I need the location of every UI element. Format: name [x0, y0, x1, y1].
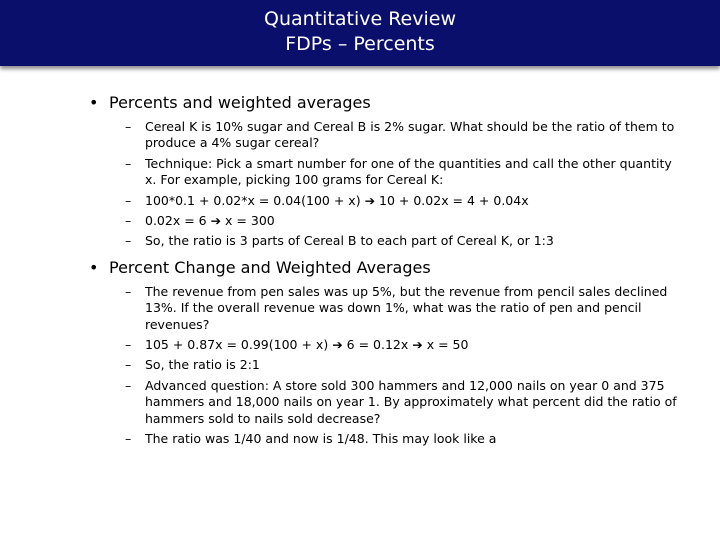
dash-icon: – [125, 155, 132, 171]
list-item [125, 155, 686, 189]
equation-part: 0.02x = 6 [145, 213, 211, 229]
list-item [125, 119, 686, 152]
list-item [125, 337, 686, 353]
title-bar [0, 0, 720, 66]
dash-icon: – [125, 283, 132, 299]
list-item [125, 283, 686, 333]
heading-text: Percents and weighted averages [109, 93, 371, 112]
dash-icon: – [125, 233, 132, 249]
list-item [125, 357, 686, 373]
section-percent-change [86, 258, 686, 448]
item-text: The ratio was 1/40 and now is 1/48. This may look like a [145, 431, 497, 447]
section-heading [86, 93, 686, 113]
right-arrow-icon: ➔ [364, 192, 376, 208]
dash-icon: – [125, 337, 132, 353]
sub-bullet-list [86, 284, 686, 448]
dash-icon: – [125, 357, 132, 373]
list-item [125, 192, 686, 209]
list-item [125, 431, 686, 447]
dash-icon: – [125, 377, 132, 393]
right-arrow-icon: ➔ [332, 337, 343, 353]
slide-subtitle: FDPs – Percents [285, 33, 435, 55]
item-text: Technique: Pick a smart number for one of the quantities and call the other quantity x. For example, picking 100 grams for Cereal K: [145, 155, 672, 188]
section-weighted-averages [86, 93, 686, 250]
item-text: So, the ratio is 3 parts of Cereal B to each part of Cereal K, or 1:3 [145, 233, 554, 249]
item-text: Cereal K is 10% sugar and Cereal B is 2% sugar. What should be the ratio of them to produce a 4% sugar cereal? [145, 119, 675, 151]
list-item [125, 377, 686, 427]
dash-icon: – [125, 213, 132, 229]
list-item [125, 213, 686, 229]
item-text: The revenue from pen sales was up 5%, but the revenue from pencil sales declined 13%. If the overall revenue was down 1%, what was the ratio of pen and pencil revenues? [145, 283, 668, 332]
right-arrow-icon: ➔ [412, 337, 423, 353]
sub-bullet-list [86, 119, 686, 250]
slide-title: Quantitative Review [264, 8, 456, 30]
list-item [125, 233, 686, 249]
section-heading [86, 258, 686, 278]
slide-content [86, 93, 686, 456]
equation-part: x = 50 [426, 337, 469, 353]
heading-text: Percent Change and Weighted Averages [109, 257, 431, 277]
item-text: Advanced question: A store sold 300 hammers and 12,000 nails on year 0 and 375 hammers and 18,000 nails on year 1. By approximately what percent did the ratio of hammers sold to nails sold decrease? [145, 377, 677, 426]
dash-icon: – [125, 431, 132, 447]
equation-part: 10 + 0.02x = 4 + 0.04x [379, 192, 529, 208]
dash-icon: – [125, 119, 132, 134]
bullet-icon: • [89, 257, 99, 277]
equation-part: x = 300 [225, 213, 275, 229]
equation-part: 6 = 0.12x [346, 337, 409, 353]
equation-part: 100*0.1 + 0.02*x = 0.04(100 + x) [145, 192, 361, 208]
dash-icon: – [125, 192, 132, 208]
bullet-icon: • [89, 93, 99, 112]
equation-part: 105 + 0.87x = 0.99(100 + x) [145, 337, 329, 353]
right-arrow-icon: ➔ [210, 213, 222, 229]
item-text: So, the ratio is 2:1 [145, 357, 260, 373]
